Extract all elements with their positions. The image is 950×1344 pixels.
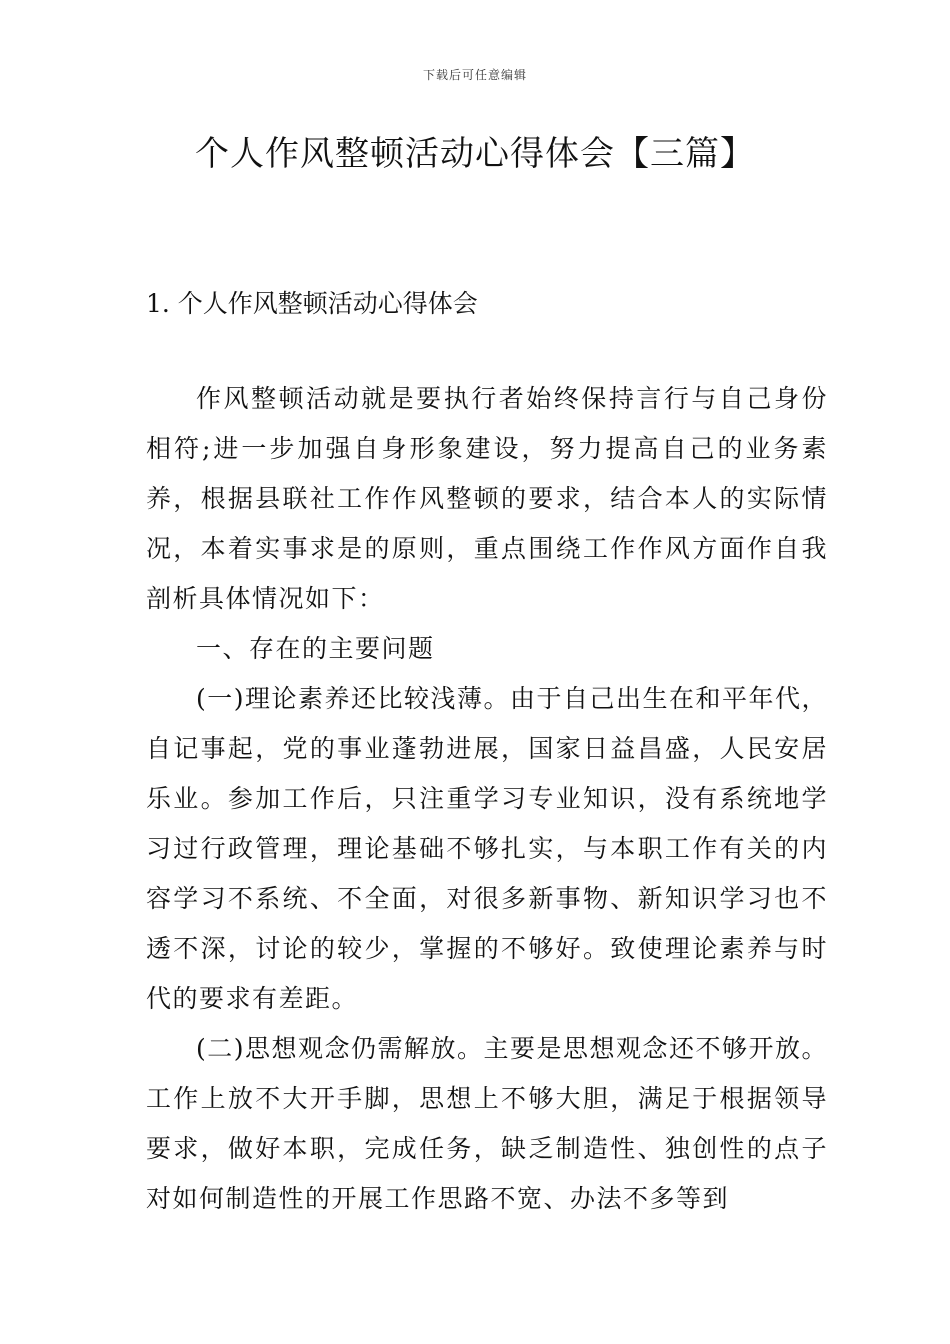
paragraph-thinking: (二)思想观念仍需解放。主要是思想观念还不够开放。工作上放不大开手脚，思想上不够大胆，满足于根据领导要求，做好本职，完成任务，缺乏制造性、独创性的点子对如何制造性的开展工作思路不宽、办法不多等到 bbox=[146, 1034, 829, 1213]
paragraph-theory: (一)理论素养还比较浅薄。由于自己出生在和平年代，自记事起，党的事业蓬勃进展，国家日益昌盛，人民安居乐业。参加工作后，只注重学习专业知识，没有系统地学习过行政管理，理论基础不够扎实，与本职工作有关的内容学习不系统、不全面，对很多新事物、新知识学习也不透不深，讨论的较少，掌握的不够好。致使理论素养与时代的要求有差距。 bbox=[146, 684, 829, 1013]
header-note: 下载后可任意编辑 bbox=[422, 68, 527, 82]
paragraph-intro: 作风整顿活动就是要执行者始终保持言行与自己身份相符;进一步加强自身形象建设，努力提高自己的业务素养，根据县联社工作作风整顿的要求，结合本人的实际情况，本着实事求是的原则，重点围绕工作作风方面作自我剖析具体情况如下： bbox=[146, 384, 828, 613]
section-heading: 1. 个人作风整顿活动心得体会 bbox=[146, 289, 478, 318]
document-title: 个人作风整顿活动心得体会【三篇】 bbox=[195, 134, 755, 174]
document-body bbox=[146, 374, 828, 1224]
paragraph-heading-problems: 一、存在的主要问题 bbox=[196, 634, 435, 663]
